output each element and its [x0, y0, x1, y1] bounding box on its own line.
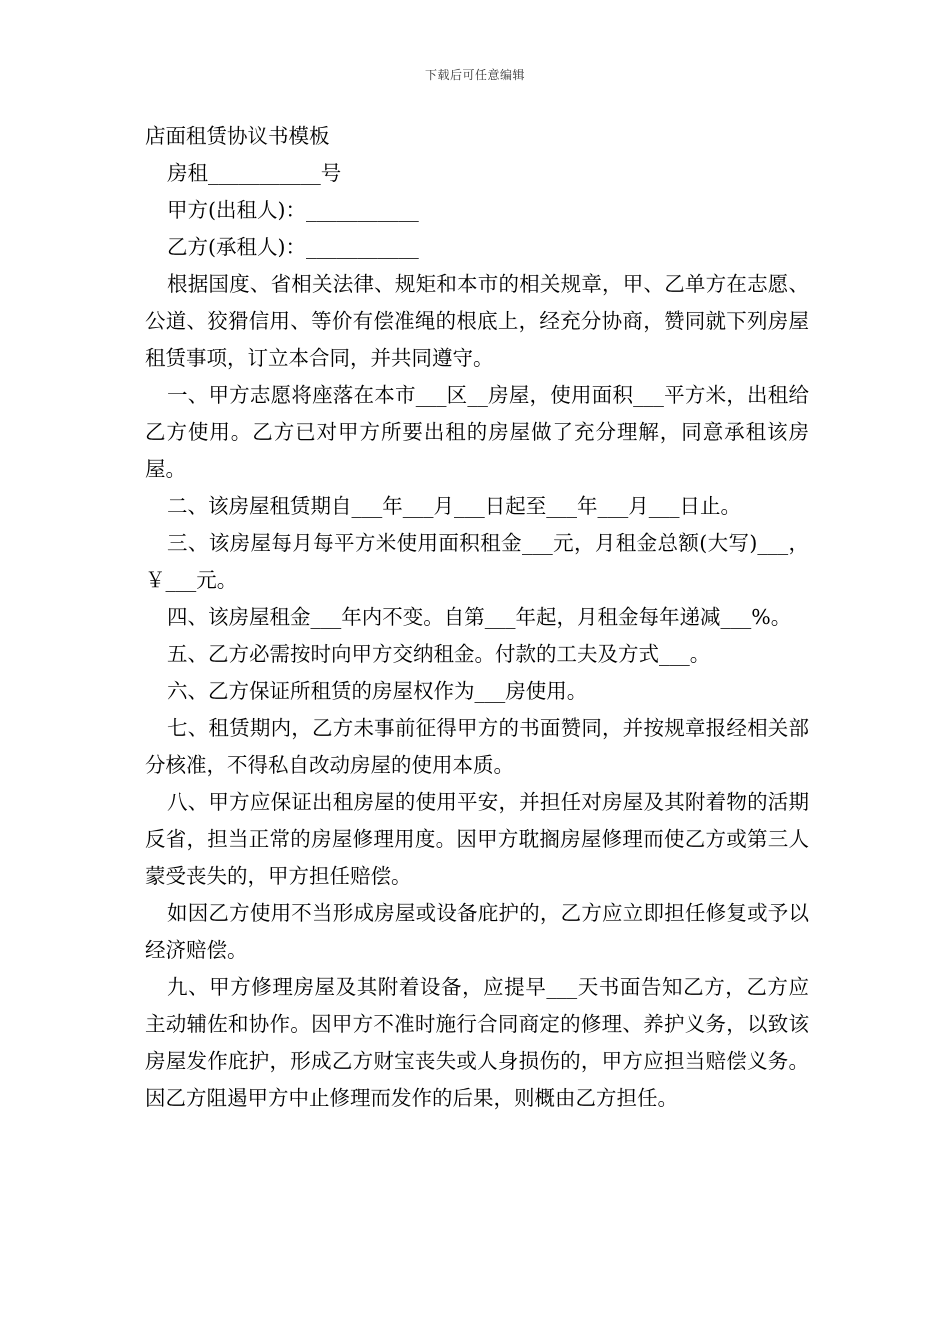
party-a-line: 甲方(出租人)：___________ [167, 198, 419, 222]
party-b-line: 乙方(承租人)：___________ [167, 235, 419, 259]
page-header-note: 下载后可任意编辑 [424, 68, 525, 82]
clause-9: 九、甲方修理房屋及其附着设备，应提早___天书面告知乙方，乙方应主动辅佐和协作。因甲方不准时施行合同商定的修理、养护义务，以致该房屋发作庇护，形成乙方财宝丧失或人身损伤的，甲方应担当赔偿义务。因乙方阻遏甲方中止修理而发作的后果，则概由乙方担任。 [145, 975, 809, 1110]
clause-2: 二、该房屋租赁期自___年___月___日起至___年___月___日止。 [167, 494, 741, 518]
clause-7: 七、租赁期内，乙方未事前征得甲方的书面赞同，并按规章报经相关部分核准，不得私自改动房屋的使用本质。 [145, 716, 809, 777]
clause-3: 三、该房屋每月每平方米使用面积租金___元，月租金总额(大写)___，￥___元。 [145, 531, 809, 592]
contract-number: 房租___________号 [167, 161, 342, 185]
clause-8: 八、甲方应保证出租房屋的使用平安，并担任对房屋及其附着物的活期反省，担当正常的房屋修理用度。因甲方耽搁房屋修理而使乙方或第三人蒙受丧失的，甲方担任赔偿。 [145, 790, 809, 888]
paragraph-preamble: 根据国度、省相关法律、规矩和本市的相关规章，甲、乙单方在志愿、公道、狡猾信用、等价有偿准绳的根底上，经充分协商，赞同就下列房屋租赁事项，订立本合同，并共同遵守。 [145, 272, 809, 370]
clause-8-supplement: 如因乙方使用不当形成房屋或设备庇护的，乙方应立即担任修复或予以经济赔偿。 [145, 901, 809, 962]
document-title: 店面租赁协议书模板 [145, 124, 330, 148]
clause-1: 一、甲方志愿将座落在本市___区__房屋，使用面积___平方米，出租给乙方使用。乙方已对甲方所要出租的房屋做了充分理解，同意承租该房屋。 [145, 383, 809, 481]
document-body [145, 118, 809, 1117]
clause-4: 四、该房屋租金___年内不变。自第___年起，月租金每年递减___%。 [167, 605, 792, 629]
clause-5: 五、乙方必需按时向甲方交纳租金。付款的工夫及方式___。 [167, 642, 711, 666]
clause-6: 六、乙方保证所租赁的房屋权作为___房使用。 [167, 679, 588, 703]
